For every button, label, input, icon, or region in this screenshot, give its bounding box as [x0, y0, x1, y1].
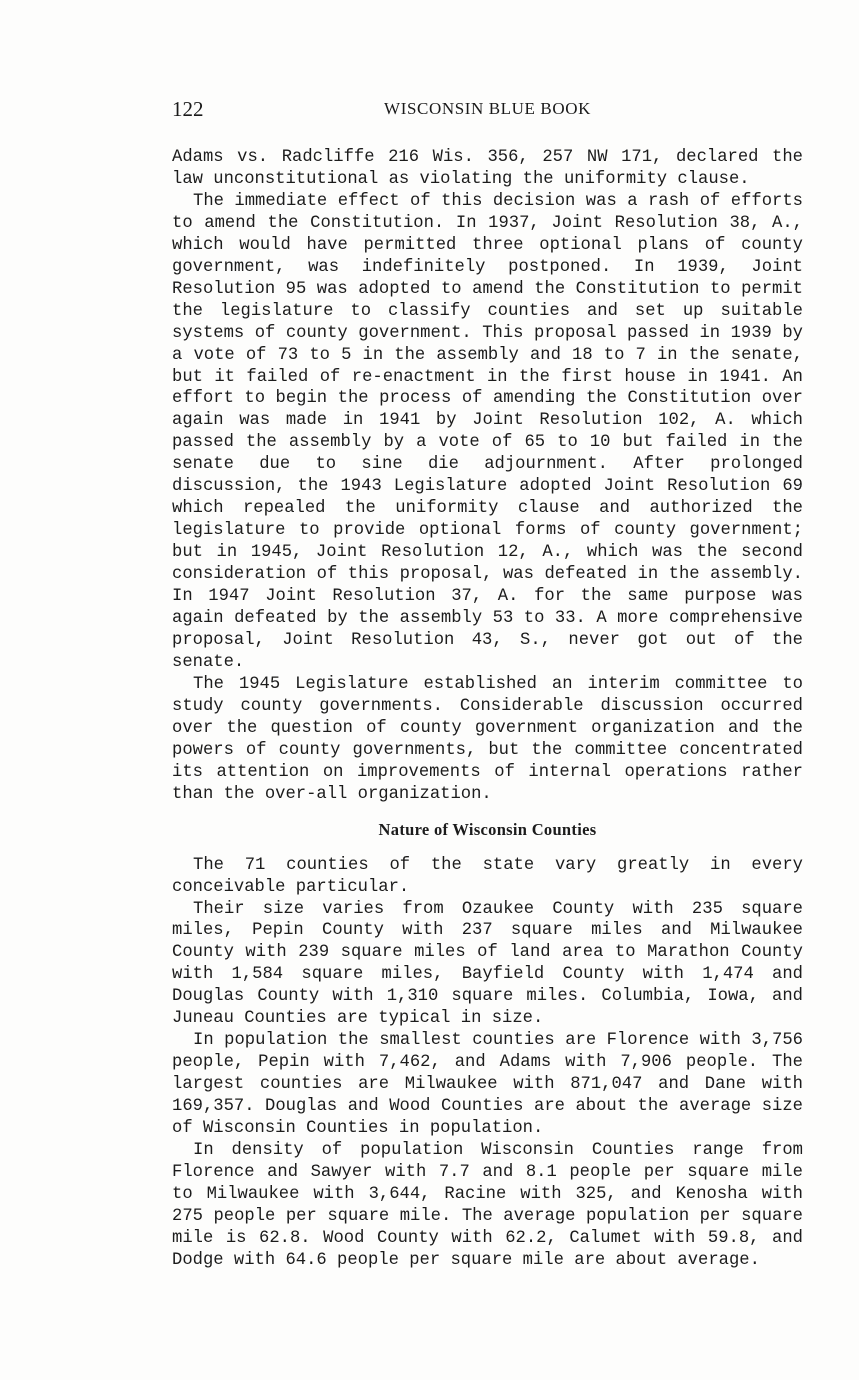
paragraph-population-density: In density of population Wisconsin Counties range from Florence and Sawyer with 7.7 and 8.1 people per square mile to Milwaukee with 3,644, Racine with 325, and Kenosha with 275 people per square mile. The average population per square mile is 62.8. Wood County with 62.2, Calumet with 59.8, and Dodge with 64.6 people per square mile are about average.: [172, 1140, 803, 1270]
body-text: [172, 147, 803, 1272]
section-heading: Nature of Wisconsin Counties: [378, 819, 597, 839]
page-number: 122: [172, 97, 204, 121]
paragraph-counties-vary: The 71 counties of the state vary greatly in every conceivable particular.: [172, 855, 803, 897]
paragraph-interim-committee: The 1945 Legislature established an interim committee to study county governments. Considerable discussion occurred over the question of county government organization and the powers of county governments, but the committee concentrated its attention on improvements of internal operations rather than the over-all organization.: [172, 674, 803, 804]
paragraph-county-population: In population the smallest counties are Florence with 3,756 people, Pepin with 7,462, and Adams with 7,906 people. The largest counties are Milwaukee with 871,047 and Dane with 169,357. Douglas and Wood Counties are about the average size of Wisconsin Counties in population.: [172, 1031, 803, 1139]
paragraph-constitution-efforts: The immediate effect of this decision was a rash of efforts to amend the Constitution. In 1937, Joint Resolution 38, A., which would have permitted three optional plans of county government, was indefinitely postponed. In 1939, Joint Resolution 95 was adopted to amend the Constitution to permit the legislature to classify counties and set up suitable systems of county government. This proposal passed in 1939 by a vote of 73 to 5 in the assembly and 18 to 7 in the senate, but it failed of re-enactment in the first house in 1941. An effort to begin the process of amending the Constitution over again was made in 1941 by Joint Resolution 102, A. which passed the assembly by a vote of 65 to 10 but failed in the senate due to sine die adjournment. After prolonged discussion, the 1943 Legislature adopted Joint Resolution 69 which repealed the uniformity clause and authorized the legislature to provide optional forms of county government; but in 1945, Joint Resolution 12, A., which was the second consideration of this proposal, was defeated in the assembly. In 1947 Joint Resolution 37, A. for the same purpose was again defeated by the assembly 53 to 33. A more comprehensive proposal, Joint Resolution 43, S., never got out of the senate.: [172, 191, 803, 672]
paragraph-county-size: Their size varies from Ozaukee County with 235 square miles, Pepin County with 237 square miles and Milwaukee County with 239 square miles of land area to Marathon County with 1,584 square miles, Bayfield County with 1,474 and Douglas County with 1,310 square miles. Columbia, Iowa, and Juneau Counties are typical in size.: [172, 899, 803, 1029]
running-head: WISCONSIN BLUE BOOK: [384, 99, 591, 118]
page-header: [172, 97, 803, 123]
paragraph-continuation: Adams vs. Radcliffe 216 Wis. 356, 257 NW 171, declared the law unconstitutional as violating the uniformity clause.: [172, 148, 803, 189]
